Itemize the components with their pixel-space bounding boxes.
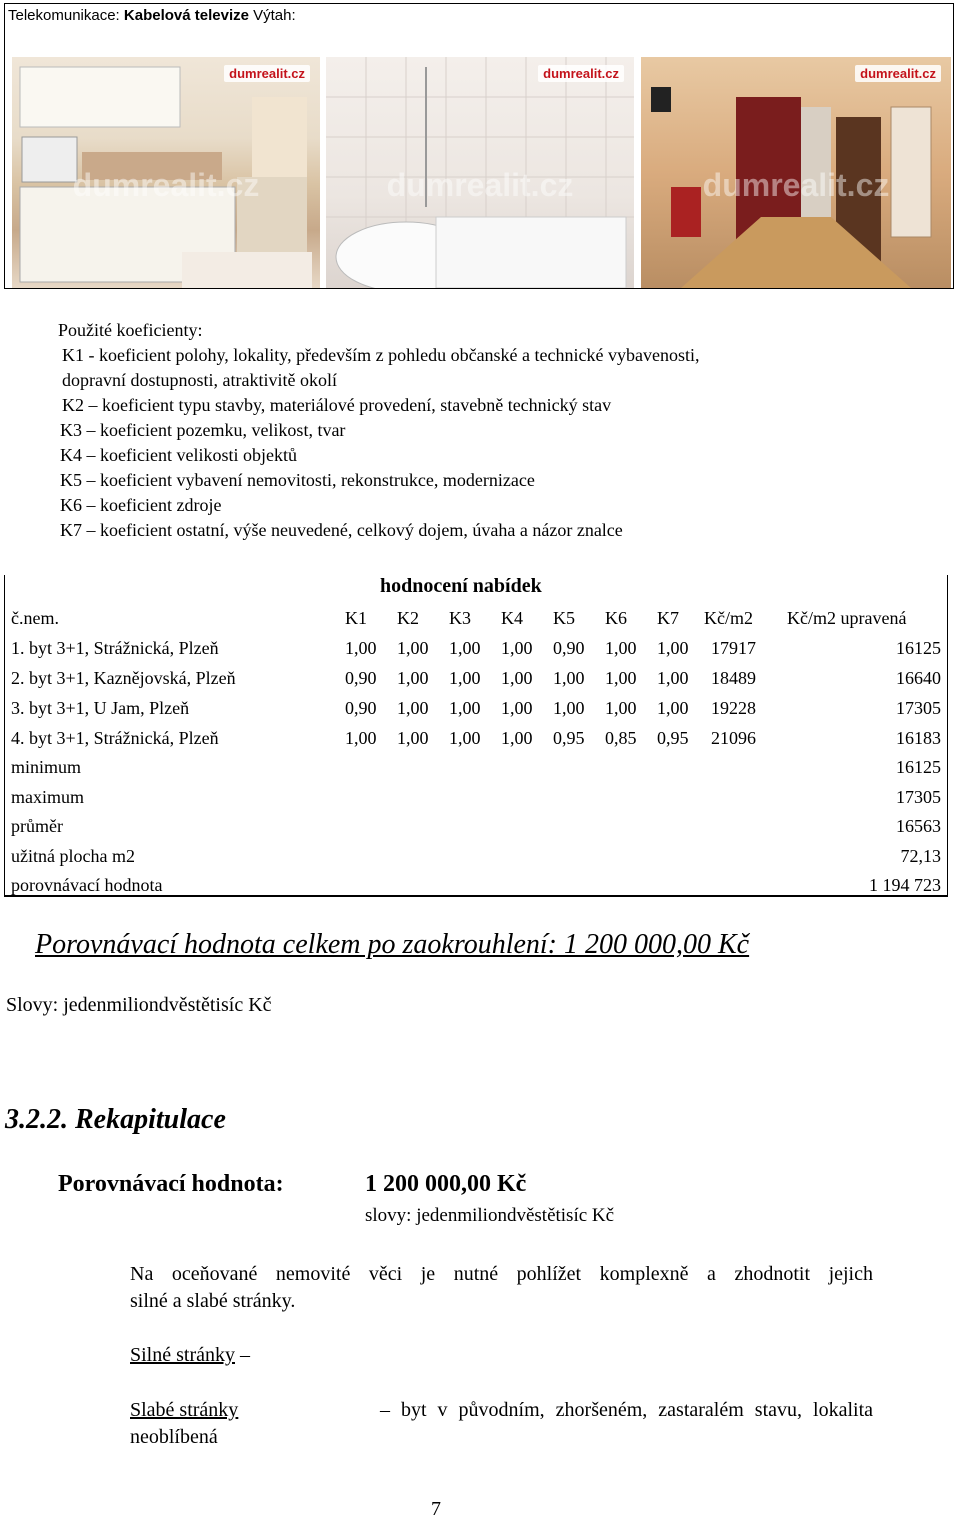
strong-points-text: – <box>235 1344 250 1366</box>
table-title: hodnocení nabídek <box>380 575 542 597</box>
coefficient-line: K1 - koeficient polohy, lokality, především z pohledu občanské a technické vybavenosti, <box>62 345 700 365</box>
strong-points-label: Silné stránky <box>130 1344 235 1366</box>
table-header: K4 <box>501 608 523 628</box>
table-cell-coefficient: 1,00 <box>605 698 637 718</box>
table-cell-coefficient: 0,95 <box>553 728 585 748</box>
photo-watermark: dumrealit.cz <box>72 167 260 203</box>
table-cell-property: 2. byt 3+1, Kaznějovská, Plzeň <box>11 668 236 688</box>
table-cell-coefficient: 1,00 <box>657 698 689 718</box>
table-cell-coefficient: 0,90 <box>553 638 585 658</box>
table-header: K6 <box>605 608 627 628</box>
table-cell-adjusted-price: 16640 <box>896 668 941 688</box>
table-cell-coefficient: 1,00 <box>449 638 481 658</box>
table-cell-adjusted-price: 16183 <box>896 728 941 748</box>
weak-points <box>130 1399 873 1422</box>
weak-points-text-line2: neoblíbená <box>130 1426 218 1448</box>
coefficient-line: K5 – koeficient vybavení nemovitosti, rekonstrukce, modernizace <box>60 470 535 490</box>
recap-words: slovy: jedenmiliondvěstětisíc Kč <box>365 1205 615 1226</box>
total-in-words: Slovy: jedenmiliondvěstětisíc Kč <box>6 994 272 1016</box>
table-cell-adjusted-price: 16125 <box>896 638 941 658</box>
photo-watermark: dumrealit.cz <box>702 167 890 203</box>
table-header: K2 <box>397 608 419 628</box>
table-cell-coefficient: 1,00 <box>449 698 481 718</box>
coefficient-line: K4 – koeficient velikosti objektů <box>60 445 297 465</box>
table-cell-coefficient: 1,00 <box>605 668 637 688</box>
table-header: č.nem. <box>11 608 59 628</box>
summary-label: průměr <box>11 816 63 836</box>
table-cell-coefficient: 1,00 <box>397 638 429 658</box>
recap-label: Porovnávací hodnota: <box>58 1171 284 1197</box>
table-cell-price: 18489 <box>711 668 756 688</box>
table-cell-price: 21096 <box>711 728 756 748</box>
table-cell-coefficient: 1,00 <box>501 668 533 688</box>
photo-watermark: dumrealit.cz <box>386 167 574 203</box>
summary-label: porovnávací hodnota <box>11 875 163 895</box>
table-header: K7 <box>657 608 679 628</box>
table-cell-coefficient: 1,00 <box>449 668 481 688</box>
table-cell-coefficient: 1,00 <box>449 728 481 748</box>
caption-suffix: Výtah: <box>248 7 296 24</box>
photo-logo: dumrealit.cz <box>855 65 941 82</box>
table-cell-price: 19228 <box>711 698 756 718</box>
table-cell-property: 4. byt 3+1, Strážnická, Plzeň <box>11 728 219 748</box>
recap-heading: 3.2.2. Rekapitulace <box>5 1104 226 1135</box>
table-cell-coefficient: 1,00 <box>501 638 533 658</box>
coefficient-line: K7 – koeficient ostatní, výše neuvedené, celkový dojem, úvaha a názor znalce <box>60 520 623 540</box>
recap-paragraph-line1: Na oceňované nemovité věci je nutné pohlížet komplexně a zhodnotit jejich <box>130 1263 873 1285</box>
table-header: Kč/m2 <box>704 608 753 628</box>
strong-points <box>130 1344 250 1367</box>
table-cell-coefficient: 0,85 <box>605 728 637 748</box>
table-cell-coefficient: 1,00 <box>501 698 533 718</box>
summary-value: 16563 <box>896 816 941 836</box>
amenities-caption <box>8 7 296 24</box>
recap-value: 1 200 000,00 Kč <box>365 1171 527 1197</box>
total-heading: Porovnávací hodnota celkem po zaokrouhlení: 1 200 000,00 Kč <box>35 929 750 960</box>
caption-bold: Kabelová televize <box>123 7 249 24</box>
recap-paragraph-line2: silné a slabé stránky. <box>130 1290 296 1312</box>
coefficient-line: K2 – koeficient typu stavby, materiálové provedení, stavebně technický stav <box>62 395 612 415</box>
table-header: Kč/m2 upravená <box>787 608 907 628</box>
summary-value: 17305 <box>896 786 941 807</box>
summary-label: maximum <box>11 786 84 807</box>
table-cell-price: 17917 <box>711 638 756 658</box>
coefficient-line: dopravní dostupnosti, atraktivitě okolí <box>62 370 337 390</box>
weak-points-label: Slabé stránky <box>130 1399 239 1421</box>
summary-value: 16125 <box>896 757 941 777</box>
table-cell-coefficient: 1,00 <box>397 668 429 688</box>
table-header: K3 <box>449 608 471 628</box>
photo-kitchen <box>12 57 320 288</box>
table-cell-coefficient: 1,00 <box>553 668 585 688</box>
summary-value: 72,13 <box>900 845 941 866</box>
photo-logo: dumrealit.cz <box>224 65 310 82</box>
photo-hallway <box>641 57 951 288</box>
table-header: K5 <box>553 608 575 628</box>
table-cell-coefficient: 1,00 <box>345 638 377 658</box>
table-cell-coefficient: 1,00 <box>501 728 533 748</box>
table-cell-coefficient: 1,00 <box>657 638 689 658</box>
table-header: K1 <box>345 608 367 628</box>
table-cell-coefficient: 0,90 <box>345 698 377 718</box>
table-cell-coefficient: 1,00 <box>553 698 585 718</box>
table-cell-coefficient: 1,00 <box>657 668 689 688</box>
coefficients-title: Použité koeficienty: <box>58 320 203 340</box>
photo-bathroom <box>326 57 634 288</box>
coefficient-line: K3 – koeficient pozemku, velikost, tvar <box>60 420 346 440</box>
photo-logo: dumrealit.cz <box>538 65 624 82</box>
weak-points-text: – byt v původním, zhoršeném, zastaralém stavu, lokalita <box>380 1399 873 1421</box>
summary-value: 1 194 723 <box>869 875 941 895</box>
caption-prefix: Telekomunikace: <box>8 7 124 24</box>
table-cell-coefficient: 1,00 <box>397 698 429 718</box>
table-cell-coefficient: 0,95 <box>657 728 689 748</box>
table-cell-coefficient: 0,90 <box>345 668 377 688</box>
offer-evaluation-table <box>4 575 948 897</box>
table-cell-adjusted-price: 17305 <box>896 698 941 718</box>
table-cell-property: 3. byt 3+1, U Jam, Plzeň <box>11 698 190 718</box>
page-number: 7 <box>431 1498 441 1520</box>
table-cell-property: 1. byt 3+1, Strážnická, Plzeň <box>11 638 219 658</box>
table-cell-coefficient: 1,00 <box>605 638 637 658</box>
table-cell-coefficient: 1,00 <box>345 728 377 748</box>
coefficient-line: K6 – koeficient zdroje <box>60 495 222 515</box>
summary-label: minimum <box>11 757 82 777</box>
summary-label: užitná plocha m2 <box>11 845 135 866</box>
table-cell-coefficient: 1,00 <box>397 728 429 748</box>
